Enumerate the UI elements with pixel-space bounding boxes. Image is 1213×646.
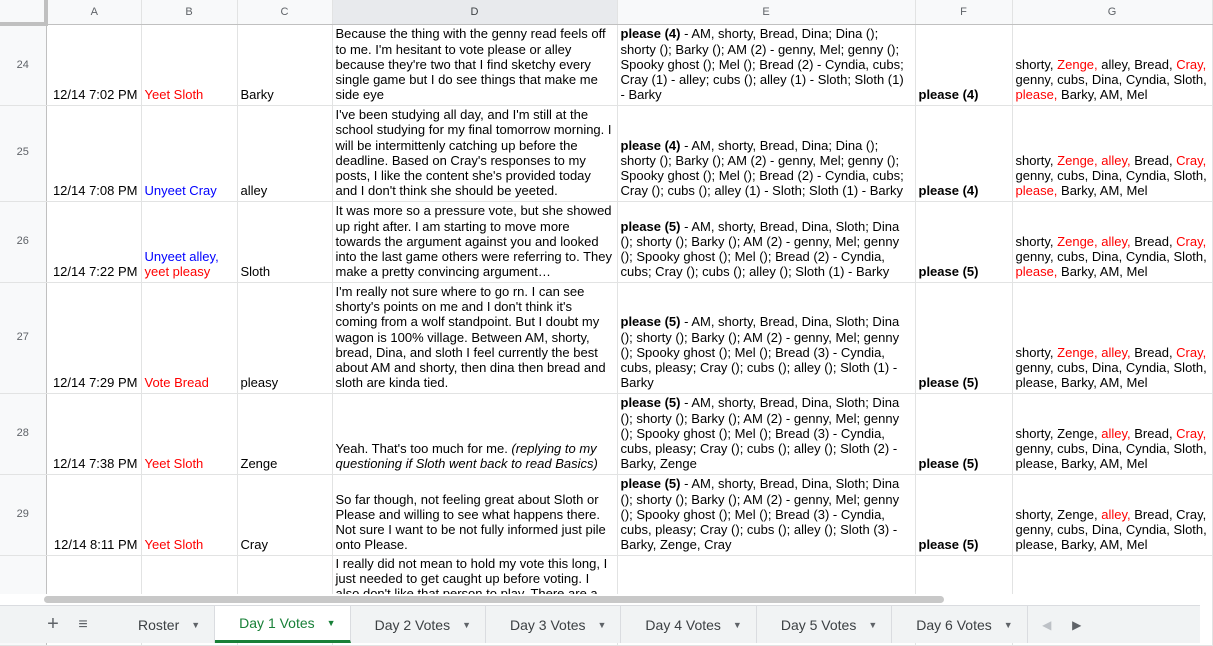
alive-segment: Bread, Cray,: [1130, 506, 1207, 522]
cell-alive-players[interactable]: [1012, 393, 1212, 474]
alive-line: [1016, 264, 1209, 279]
sheet-tab[interactable]: [215, 606, 350, 643]
alive-segment: shorty, Zenge,: [1015, 425, 1102, 441]
select-all-corner[interactable]: [0, 0, 46, 24]
alive-segment: shorty,: [1015, 152, 1058, 168]
cell-reason[interactable]: I really did not mean to hold my vote this long, I just needed to get caught up before voting. I: [332, 555, 617, 645]
count-segment: please (4): [620, 137, 681, 153]
alive-segment: Cray,: [1176, 344, 1207, 360]
reason-segment: Because the thing with the genny read feels off to me. I'm hesitant to vote please or alley because they're two that I find sketchy every single game but I do see things that make me side eye: [335, 26, 606, 103]
alive-line: [1016, 537, 1209, 552]
caret-down-icon[interactable]: ▼: [732, 619, 742, 630]
alive-line: [1016, 426, 1209, 441]
column-header-d[interactable]: D: [332, 0, 617, 24]
column-header-a[interactable]: A: [46, 0, 141, 24]
count-segment: - AM, shorty, Bread, Dina; Dina (); shorty (); Barky (); AM (2) - genny, Mel; genny (); Spooky ghost (); Mel (); Bread (2) - Cyndia, cubs; Cray (1) - alley; cubs (); alley (1) - Sloth; Sloth (1) - Barky: [620, 26, 904, 103]
cell-reason[interactable]: [332, 282, 617, 393]
sheet-tab[interactable]: [757, 606, 892, 643]
scroll-right-icon[interactable]: ▶: [1072, 617, 1082, 632]
cell-leader[interactable]: please (5): [915, 393, 1012, 474]
alive-segment: Barky, AM, Mel: [1057, 264, 1148, 280]
list-icon: ≡: [78, 615, 88, 633]
cell-leader[interactable]: please (5): [915, 474, 1012, 555]
alive-segment: alley,: [1101, 506, 1131, 522]
cell-leader[interactable]: please (5): [915, 201, 1012, 282]
column-header-g[interactable]: G: [1012, 0, 1212, 24]
cell-alive-players[interactable]: [1012, 24, 1212, 105]
cell-leader[interactable]: please (4): [915, 24, 1012, 105]
alive-line: [1016, 345, 1209, 360]
scroll-left-icon[interactable]: ◀: [1042, 617, 1052, 632]
sheet-tab-label: Day 2 Votes: [374, 616, 451, 633]
cell-vote-count[interactable]: [617, 201, 915, 282]
all-sheets-button[interactable]: [68, 606, 98, 643]
alive-segment: please,: [1015, 87, 1058, 103]
scrollbar-thumb[interactable]: [44, 596, 944, 603]
alive-segment: alley, Bread,: [1097, 56, 1177, 72]
cell-leader[interactable]: please (5): [915, 282, 1012, 393]
sheet-tab[interactable]: [114, 606, 215, 643]
table-row: [0, 282, 1212, 393]
alive-segment: Barky, AM, Mel: [1057, 87, 1148, 103]
cell-alive-players[interactable]: [1012, 282, 1212, 393]
row-number[interactable]: 27: [0, 282, 46, 393]
alive-segment: alley,: [1101, 425, 1131, 441]
alive-segment: Zenge, alley,: [1057, 233, 1131, 249]
alive-segment: Zenge, alley,: [1057, 152, 1131, 168]
alive-segment: genny, cubs, Dina, Cyndia, Sloth,: [1015, 168, 1207, 184]
table-row: [0, 24, 1212, 105]
cell-vote-count[interactable]: [617, 393, 915, 474]
horizontal-scrollbar[interactable]: [0, 594, 1200, 605]
row-number[interactable]: 24: [0, 24, 46, 105]
alive-line: [1016, 168, 1209, 183]
cell-action[interactable]: [141, 201, 237, 282]
column-header-c[interactable]: C: [237, 0, 332, 24]
cell-alive-players[interactable]: [1012, 201, 1212, 282]
cell-vote-count[interactable]: [617, 24, 915, 105]
cell-reason[interactable]: [332, 201, 617, 282]
action-segment: Yeet Sloth: [144, 87, 204, 103]
count-segment: - AM, shorty, Bread, Dina, Sloth; Dina (); shorty (); Barky (); AM (2) - genny, Mel; genny (); Spooky ghost (); Mel (); Bread (3) - Cyndia, cubs, pleasy; Cray (); cubs (); alley (); Sloth (2) - Barky, Zenge: [620, 395, 900, 472]
alive-segment: genny, cubs, Dina, Cyndia, Sloth,: [1015, 522, 1207, 538]
cell-timestamp[interactable]: 12/14 7:29 PM: [46, 282, 141, 393]
sheet-tab[interactable]: [486, 606, 621, 643]
cell-reason[interactable]: [332, 105, 617, 201]
cell-vote-count[interactable]: [617, 105, 915, 201]
alive-segment: Cray,: [1176, 425, 1207, 441]
cell-timestamp[interactable]: 12/14 7:02 PM: [46, 24, 141, 105]
sheet-tab[interactable]: [351, 606, 486, 643]
row-number[interactable]: 26: [0, 201, 46, 282]
row-number[interactable]: 28: [0, 393, 46, 474]
count-segment: - AM, shorty, Bread, Dina, Sloth; Dina (); shorty (); Barky (); AM (2) - genny, Mel; genny (); Spooky ghost (); Mel (); Bread (3) - Cyndia, cubs, pleasy; Cray (); cubs (); alley (); Sloth (3) - Barky, Zenge, Cray: [620, 476, 900, 553]
count-segment: - AM, shorty, Bread, Dina; Dina (); shorty (); Barky (); AM (2) - genny, Mel; genny (); Spooky ghost (); Mel (); Bread (2) - Cyndia, cubs; Cray (); cubs (); alley (1) - Sloth; Sloth (1) - Barky: [620, 137, 904, 199]
sheet-tab-label: Day 4 Votes: [645, 616, 721, 633]
alive-line: [1016, 360, 1209, 375]
count-segment: - AM, shorty, Bread, Dina, Sloth; Dina (); shorty (); Barky (); AM (2) - genny, Mel; genny (); Spooky ghost (); Mel (); Bread (2) - Cyndia, cubs; Cray (); cubs (); alley (); Sloth (1) - Barky: [620, 218, 900, 280]
cell-reason[interactable]: [332, 393, 617, 474]
alive-segment: Bread,: [1130, 425, 1177, 441]
column-header-f[interactable]: F: [915, 0, 1012, 24]
cell-action[interactable]: [141, 24, 237, 105]
row-number[interactable]: 25: [0, 105, 46, 201]
caret-down-icon[interactable]: ▼: [1003, 619, 1013, 630]
cell-action[interactable]: [141, 474, 237, 555]
action-segment: Vote Bread: [144, 375, 209, 391]
alive-line: [1016, 375, 1209, 390]
alive-line: [1016, 249, 1209, 264]
cell-action[interactable]: [141, 105, 237, 201]
cell-timestamp[interactable]: 12/14 7:08 PM: [46, 105, 141, 201]
alive-segment: Cray,: [1176, 152, 1207, 168]
alive-segment: Bread,: [1130, 344, 1177, 360]
action-segment: Unyeet Cray: [144, 183, 217, 199]
alive-segment: genny, cubs, Dina, Cyndia, Sloth,: [1015, 72, 1207, 88]
alive-segment: Bread,: [1130, 233, 1177, 249]
table-row: [0, 105, 1212, 201]
reason-segment: I've been studying all day, and I'm still at the school studying for my final tomorrow morning. I will be intermittenly catching up before the deadline. Based on Cray's responses to my posts, I like the content she's provided today and I don't think she should be yeeted.: [335, 107, 612, 199]
cell-timestamp[interactable]: 12/14 7:22 PM: [46, 201, 141, 282]
sheet-tab[interactable]: [621, 606, 756, 643]
cell-voter[interactable]: Cray: [237, 474, 332, 555]
cell-vote-count[interactable]: [617, 282, 915, 393]
cell-alive-players[interactable]: [1012, 474, 1212, 555]
alive-line: [1016, 153, 1209, 168]
count-segment: please (5): [620, 476, 681, 492]
row-number[interactable]: 29: [0, 474, 46, 555]
sheet-tab-label: Day 3 Votes: [510, 616, 586, 633]
cell-voter[interactable]: Zenge: [237, 393, 332, 474]
alive-segment: genny, cubs, Dina, Cyndia, Sloth,: [1015, 249, 1207, 265]
alive-segment: please,: [1015, 183, 1058, 199]
count-segment: please (5): [620, 314, 681, 330]
alive-segment: Zenge, alley,: [1057, 344, 1131, 360]
alive-line: [1016, 456, 1209, 471]
alive-segment: Zenge,: [1057, 56, 1098, 72]
cell-voter[interactable]: alley: [237, 105, 332, 201]
alive-segment: shorty,: [1015, 344, 1058, 360]
alive-segment: genny, cubs, Dina, Cyndia, Sloth,: [1015, 360, 1207, 376]
cell-vote-count[interactable]: [617, 474, 915, 555]
alive-segment: Bread,: [1130, 152, 1177, 168]
alive-segment: please, Barky, AM, Mel: [1015, 456, 1148, 472]
alive-segment: shorty, Zenge,: [1015, 506, 1102, 522]
cell-timestamp[interactable]: 12/14 7:38 PM: [46, 393, 141, 474]
alive-segment: Cray,: [1176, 56, 1207, 72]
action-segment: Yeet Sloth: [144, 456, 204, 472]
sheet-tab-label: Day 5 Votes: [780, 616, 857, 633]
table-row: [0, 474, 1212, 555]
cell-timestamp[interactable]: 12/14 8:11 PM: [46, 474, 141, 555]
cell-voter[interactable]: pleasy: [237, 282, 332, 393]
alive-segment: shorty,: [1015, 233, 1058, 249]
cell-reason[interactable]: [332, 24, 617, 105]
sheet-scroll-arrows: [1032, 606, 1092, 643]
add-sheet-button[interactable]: [38, 606, 68, 643]
alive-line: [1016, 234, 1209, 249]
sheet-tab-label: Day 6 Votes: [916, 616, 992, 633]
alive-segment: please, Barky, AM, Mel: [1015, 375, 1148, 391]
alive-line: [1016, 441, 1209, 456]
cell-action[interactable]: [141, 393, 237, 474]
cell-voter[interactable]: Sloth: [237, 201, 332, 282]
alive-line: [1016, 57, 1209, 72]
alive-segment: shorty,: [1015, 56, 1058, 72]
action-segment: Yeet Sloth: [144, 537, 204, 553]
table-row: [0, 393, 1212, 474]
caret-down-icon[interactable]: ▼: [462, 619, 471, 630]
sheet-tab[interactable]: [892, 606, 1027, 643]
reason-segment: (replying to my questioning if Sloth went back to read Basics): [335, 441, 598, 472]
caret-down-icon[interactable]: ▼: [191, 619, 201, 630]
cell-alive-players[interactable]: [1012, 105, 1212, 201]
reason-segment: So far though, not feeling great about Sloth or Please and willing to see what happens there. Not sure I want to be not fully informed just pile onto Please.: [335, 491, 606, 553]
column-header-b[interactable]: B: [141, 0, 237, 24]
alive-segment: please,: [1015, 264, 1058, 280]
caret-down-icon[interactable]: ▼: [326, 618, 336, 628]
reason-segment: It was more so a pressure vote, but she showed up right after. I am starting to move more towards the argument against you and looked into the last game others were referring to. They make a pretty convincing argument…: [335, 203, 613, 280]
action-segment: yeet pleasy: [144, 264, 211, 280]
sheet-tabs: [114, 606, 1028, 643]
cell-action[interactable]: [141, 282, 237, 393]
alive-line: [1016, 522, 1209, 537]
count-segment: please (5): [620, 395, 681, 411]
count-segment: please (4): [620, 26, 681, 42]
alive-line: [1016, 183, 1209, 198]
alive-line: [1016, 507, 1209, 522]
plus-icon: +: [47, 613, 59, 635]
alive-segment: Barky, AM, Mel: [1057, 183, 1148, 199]
caret-down-icon[interactable]: ▼: [597, 619, 607, 630]
column-header-row: [0, 0, 1212, 24]
alive-line: [1016, 72, 1209, 87]
sheet-tab-label: Day 1 Votes: [239, 615, 315, 631]
count-segment: please (5): [620, 218, 681, 234]
reason-segment: I'm really not sure where to go rn. I can see shorty's points on me and I don't think it's coming from a wolf standpoint. But I doubt my wagon is 100% village. Between AM, shorty, bread, Dina, and sloth I feel currently the best about AM and shorty, then dina then bread and sloth are kinda tied.: [335, 284, 606, 391]
alive-segment: Cray,: [1176, 233, 1207, 249]
caret-down-icon[interactable]: ▼: [868, 619, 878, 630]
action-segment: Unyeet alley,: [144, 249, 219, 265]
cell-leader[interactable]: please (4): [915, 105, 1012, 201]
alive-segment: please, Barky, AM, Mel: [1015, 537, 1148, 553]
sheet-tab-bar: [0, 605, 1200, 643]
alive-segment: genny, cubs, Dina, Cyndia, Sloth,: [1015, 441, 1207, 457]
column-header-e[interactable]: E: [617, 0, 915, 24]
count-segment: - AM, shorty, Bread, Dina, Sloth; Dina (); shorty (); Barky (); AM (2) - genny, Mel; genny (); Spooky ghost (); Mel (); Bread (3) - Cyndia, cubs, pleasy; Cray (); cubs (); alley (); Sloth (1) - Barky: [620, 314, 900, 391]
alive-line: [1016, 87, 1209, 102]
reason-segment: Yeah. That's too much for me.: [335, 441, 512, 457]
sheet-tab-label: Roster: [138, 616, 180, 633]
cell-reason[interactable]: [332, 474, 617, 555]
table-row: [0, 201, 1212, 282]
cell-voter[interactable]: Barky: [237, 24, 332, 105]
